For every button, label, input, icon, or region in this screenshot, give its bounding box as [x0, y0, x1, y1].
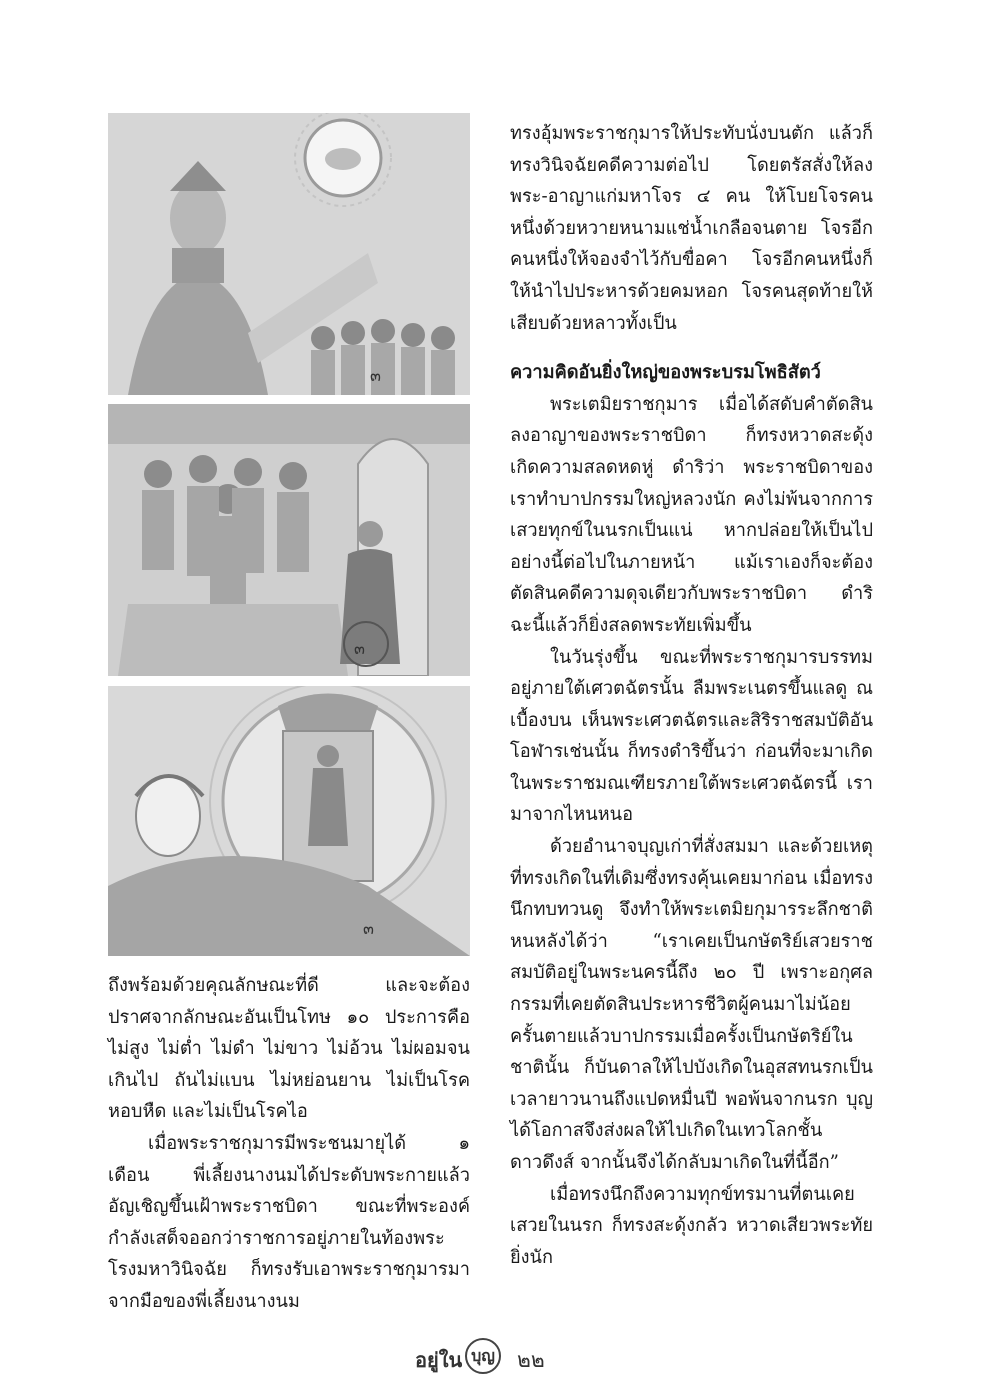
section-heading: ความคิดอันยิ่งใหญ่ของพระบรมโพธิสัตว์ [510, 362, 821, 384]
illustration-seal: ๓ [363, 919, 374, 938]
illustration-bandits-and-queen [108, 404, 470, 676]
page-number: ๒๒ [517, 1348, 545, 1372]
paragraph: ทรงอุ้มพระราชกุมารให้ประทับนั่งบนตัก แล้วก็ทรงวินิจฉัยคดีความต่อไป โดยตรัสสั่งให้ลงพระ-อาญาแก่มหาโจร ๔ คน ให้โบยโจรคนหนึ่งด้วยหวายหนามแช่น้ำเกลือจนตาย โจรอีกคนหนึ่งให้จองจำไว้กับขื่อคา โจรอีกคนหนึ่งก็ให้นำไปประหารด้วยคมหอก โจรคนสุดท้ายให้เสียบด้วยหลาวทั้งเป็น [510, 123, 873, 334]
paragraph: ถึงพร้อมด้วยคุณลักษณะที่ดี และจะต้องปราศจากลักษณะอันเป็นโทษ ๑๐ ประการคือ ไม่สูง ไม่ต่ำ ไม่ดำ ไม่ขาว ไม่อ้วน ไม่ผอมจนเกินไป ถันไม่แบน ไม่หย่อนยาน ไม่เป็นโรคหอบหืด และไม่เป็นโรคไอ [108, 975, 470, 1123]
footer-logo-text: อยู่ใน [415, 1348, 463, 1372]
illustration-seal: ๓ [370, 366, 381, 385]
paragraph: พระเตมิยราชกุมาร เมื่อได้สดับคำตัดสินลงอาญาของพระราชบิดา ก็ทรงหวาดสะดุ้ง เกิดความสลดหดหู่ ดำริว่า พระราชบิดาของเราทำบาปกรรมใหญ่หลวงนัก คงไม่พ้นจากการเสวยทุกข์ในนรกเป็นแน่ หากปล่อยให้เป็นไปอย่างนี้ต่อไปในภายหน้า แม้เราเองก็จะต้องตัดสินคดีความดุจเดียวกับพระราชบิดา ดำริฉะนี้แล้วก็ยิ่งสลดพระทัยเพิ่มขึ้น [510, 393, 873, 636]
paragraph: ในวันรุ่งขึ้น ขณะที่พระราชกุมารบรรทมอยู่ภายใต้เศวตฉัตรนั้น ลืมพระเนตรขึ้นแลดู ณ เบื้องบน เห็นพระเศวตฉัตรและสิริราชสมบัติอันโอฬารเช่นนั้น ก็ทรงดำริขึ้นว่า ก่อนที่จะมาเกิดในพระราชมณเฑียรภายใต้พระเศวตฉัตรนี้ เรามาจากไหนหนอ [510, 646, 873, 826]
left-text-column [108, 970, 470, 1318]
illustration-seal: ๓ [354, 639, 365, 658]
page-footer [405, 1338, 595, 1378]
paragraph: ด้วยอำนาจบุญเก่าที่สั่งสมมา และด้วยเหตุที่ทรงเกิดในที่เดิมซึ่งทรงคุ้นเคยมาก่อน เมื่อทรงนึกทบทวนดู จึงทำให้พระเตมิยกุมารระลึกชาติหนหลังได้ว่า “เราเคยเป็นกษัตริย์เสวยราชสมบัติอยู่ในพระนครนี้ถึง ๒๐ ปี เพราะอกุศลกรรมที่เคยตัดสินประหารชีวิตผู้คนมาไม่น้อย ครั้นตายแล้วบาปกรรมเมื่อครั้งเป็นกษัตริย์ในชาตินั้น ก็บันดาลให้ไปบังเกิดในอุสสทนรกเป็นเวลายาวนานถึงแปดหมื่นปี พอพ้นจากนรก บุญได้โอกาสจึงส่งผลให้ไปเกิดในเทวโลกชั้นดาวดึงส์ จากนั้นจึงได้กลับมาเกิดในที่นี้อีก” [510, 836, 873, 1173]
illustration-king-with-infant [108, 113, 470, 395]
paragraph: เมื่อทรงนึกถึงความทุกข์ทรมานที่ตนเคยเสวยในนรก ก็ทรงสะดุ้งกลัว หวาดเสียวพระทัยยิ่งนัก [510, 1183, 873, 1268]
paragraph: เมื่อพระราชกุมารมีพระชนมายุได้ ๑ เดือน พี่เลี้ยงนางนมได้ประดับพระกายแล้วอัญเชิญขึ้นเฝ้าพระราชบิดา ขณะที่พระองค์กำลังเสด็จออกว่าราชการอยู่ภายในท้องพระโรงมหาวินิจฉัย ก็ทรงรับเอาพระราชกุมารมาจากมือของพี่เลี้ยงนางนม [108, 1132, 470, 1312]
illustration-prince-under-umbrella [108, 686, 470, 956]
footer-logo-ring: บุญ [465, 1338, 501, 1374]
right-text-column [510, 118, 873, 1273]
